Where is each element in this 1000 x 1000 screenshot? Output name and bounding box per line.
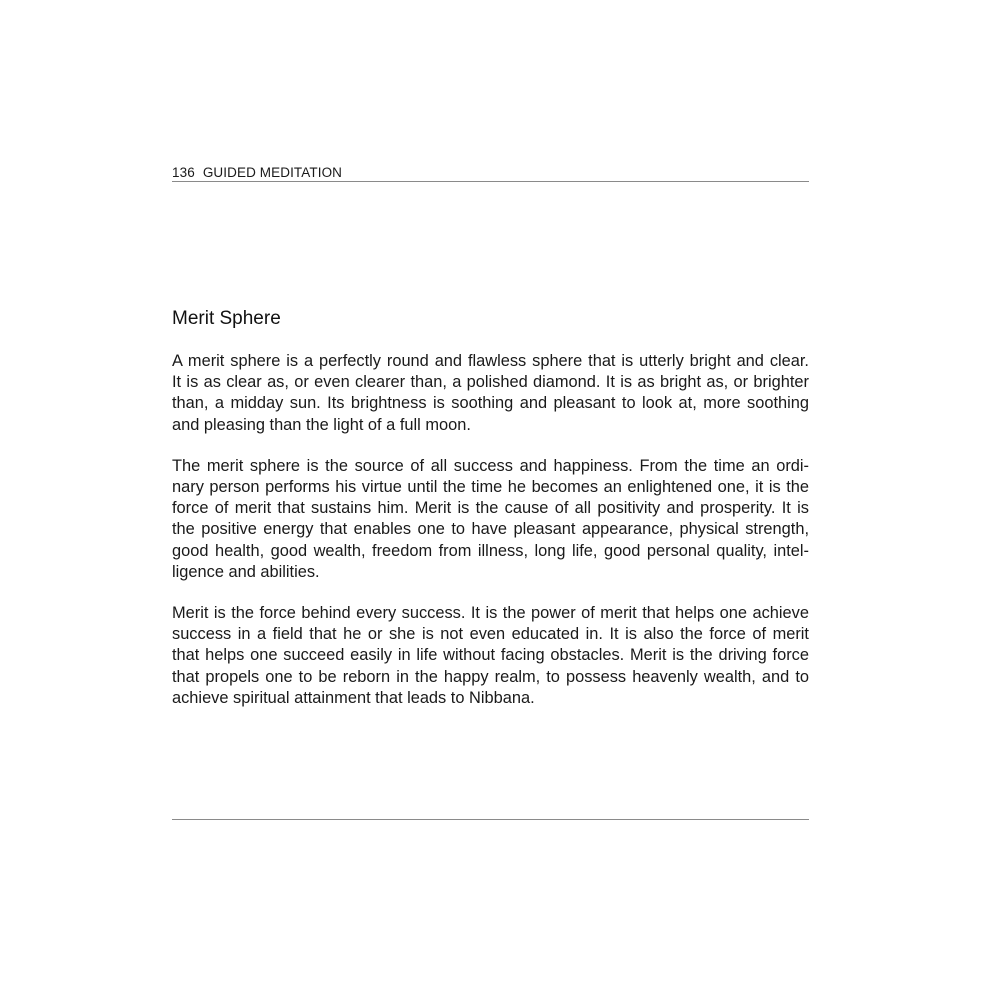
paragraph-line: that helps one succeed easily in life without facing obstacles. Merit is the driving force: [172, 646, 809, 665]
paragraph-line: force of merit that sustains him. Merit is the cause of all positivity and prosperity. It is: [172, 499, 809, 518]
paragraph-line: than, a midday sun. Its brightness is soothing and pleasant to look at, more soothing: [172, 394, 809, 413]
footer-rule: [172, 819, 809, 820]
paragraph-line: ligence and abilities.: [172, 562, 320, 581]
paragraph-line: the positive energy that enables one to have pleasant appearance, physical strength,: [172, 520, 809, 539]
paragraph-line: The merit sphere is the source of all success and happiness. From the time an ordi-: [172, 456, 809, 475]
paragraph-line: Merit is the force behind every success. It is the power of merit that helps one achieve: [172, 604, 809, 623]
paragraph-line: and pleasing than the light of a full moon.: [172, 415, 471, 434]
section-title: Merit Sphere: [172, 308, 281, 329]
header-rule: [172, 181, 809, 182]
body-text: [172, 351, 809, 729]
paragraph-line: nary person performs his virtue until the time he becomes an enlightened one, it is the: [172, 478, 809, 497]
paragraph-2: [172, 456, 809, 583]
paragraph-line: A merit sphere is a perfectly round and flawless sphere that is utterly bright and clear.: [172, 352, 809, 370]
paragraph-line: success in a field that he or she is not even educated in. It is also the force of merit: [172, 625, 809, 644]
paragraph-line: achieve spiritual attainment that leads to Nibbana.: [172, 688, 535, 707]
page-number: 136: [172, 165, 195, 180]
paragraph-3: [172, 603, 809, 709]
paragraph-1: [172, 351, 809, 436]
paragraph-line: that propels one to be reborn in the happy realm, to possess heavenly wealth, and to: [172, 667, 809, 686]
paragraph-line: good health, good wealth, freedom from illness, long life, good personal quality, intel-: [172, 541, 809, 560]
running-title: GUIDED MEDITATION: [202, 165, 343, 180]
paragraph-line: It is as clear as, or even clearer than, a polished diamond. It is as bright as, or brighter: [172, 373, 809, 392]
running-head: [172, 164, 809, 182]
